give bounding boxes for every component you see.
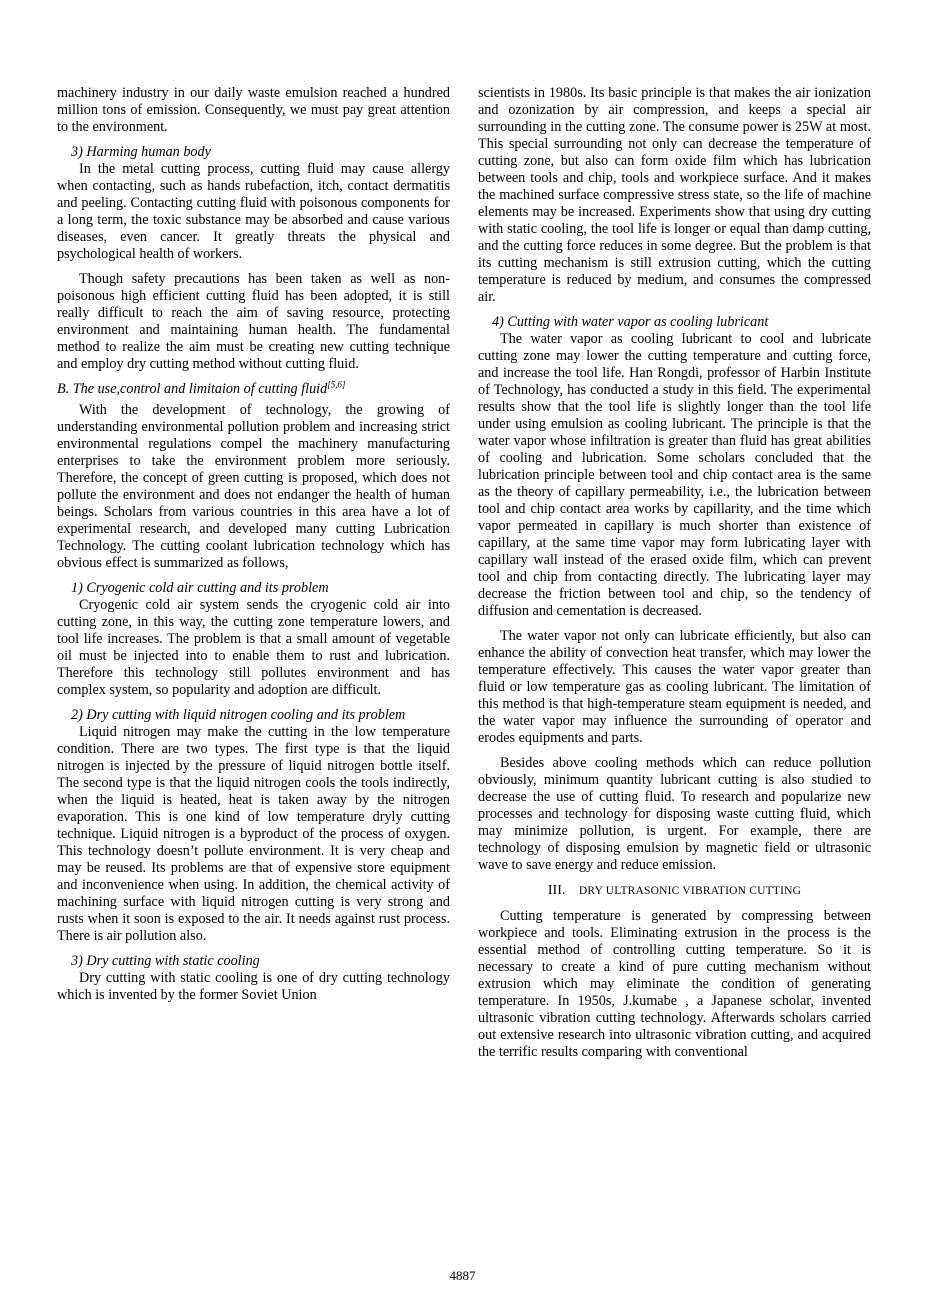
paragraph-safety-precautions: Though safety precautions has been taken as well as non-poisonous high efficient cutting fluid has been adopted, it is still really difficult to reach the aim of saving resource, protecting environment and maintaining human health. The fundamental method to realize the aim must be creating new cutting technique and employ dry cutting method without cutting fluid. — [57, 271, 450, 372]
heading-section-b — [57, 381, 450, 398]
heading-water-vapor: 4) Cutting with water vapor as cooling lubricant — [492, 314, 769, 330]
paragraph-ultrasonic-vibration: Cutting temperature is generated by compressing between workpiece and tools. Eliminating extrusion in the process is the essential method of controlling cutting temperature. So it is necessary to create a kind of pure cutting mechanism without extrusion which may eliminate the condition of generating temperature. In 1950s, J.kumabe , a Japanese scholar, invented ultrasonic vibration cutting technology. Afterwards scholars carried out extensive research into ultrasonic vibration cutting, and acquired the terrific results comparing with conventional — [478, 908, 871, 1060]
section-number: III. — [547, 883, 566, 898]
paragraph-water-vapor-heat-transfer: The water vapor not only can lubricate efficiently, but also can enhance the ability of convection heat transfer, which may lower the temperature effectively. This causes the water vapor greater than fluid or low temperature gas as cooling lubricant. The limitation of this method is that high-temperature steam equipment is needed, and the water vapor may influence the surrounding of operator and erodes equipments and parts. — [478, 628, 871, 746]
paragraph-static-cooling: Dry cutting with static cooling is one of dry cutting technology which is invented by the former Soviet Union — [57, 970, 450, 1003]
heading-static-cooling: 3) Dry cutting with static cooling — [71, 953, 260, 969]
paragraph-water-vapor: The water vapor as cooling lubricant to cool and lubricate cutting zone may lower the cutting temperature and cutting force, and increase the tool life. Han Rongdi, professor of Harbin Institute of Technology, has conducted a study in this field. The experimental results show that the tool life is slightly longer than the tool life under using emulsion as cooling lubricant. The principle is that the water vapor whose infiltration is greater than fluid has great abilities of cooling and lubrication. Some scholars concluded that the lubrication principle between tool and chip contact area is the same as the theory of capillary permeability, i.e., the lubrication between tool and chip contact area works by capillarity, and the time which vapor permeated in capillary is much shorter than existence of capillary, at the same time vapor may form lubricating layer with capillary wall instead of the erased oxide film, which can prevent tool and chip from contacting directly. The lubricating layer may decrease the friction between tool and chip, so the tendency of diffusion and cementation is decreased. — [478, 331, 871, 619]
paragraph-green-cutting: With the development of technology, the growing of understanding environmental pollution problem and increasing strict environmental regulations compel the machinery manufacturing enterprises to take the environment problem more seriously. Therefore, the concept of green cutting is proposed, which does not pollute the environment and does not endanger the health of human beings. Scholars from various countries in this area have a lot of experimental research, and developed many cutting Lubrication Technology. The cutting coolant lubrication technology which has obvious effect is summarized as follows, — [57, 402, 450, 571]
section-title-dry-ultrasonic — [478, 882, 871, 900]
paragraph-liquid-nitrogen: Liquid nitrogen may make the cutting in the low temperature condition. There are two types. The first type is that the liquid nitrogen is injected by the pressure of liquid nitrogen bottle itself. The second type is that the liquid nitrogen cools the tools indirectly, when the liquid is heated, heat is taken away by the nitrogen evaporation. This is one kind of low temperature dryly cutting technique. Liquid nitrogen is a byproduct of the process of oxygen. This technology doesn’t pollute environment. It is very cheap and may be reused. Its problems are that of expensive store equipment and inconvenience when using. In addition, the chemical activity of machining surface with liquid nitrogen cutting is very strong and rusts when it soon is exposed to the air. It needs against rust process. There is air pollution also. — [57, 724, 450, 944]
paragraph-cryogenic-cold-air: Cryogenic cold air system sends the cryogenic cold air into cutting zone, in this way, the cutting zone temperature lowers, and tool life increases. The problem is that a small amount of vegetable oil must be injected into to enable them to rust and lubrication. Therefore this technology still pollutes environment and has complex system, so popularity and adoption are difficult. — [57, 597, 450, 698]
paragraph-minimum-quantity-lubricant: Besides above cooling methods which can reduce pollution obviously, minimum quantity lubricant cutting is also studied to decrease the use of cutting fluid. To research and popularize new processes and technology for disposing waste cutting fluid, which may minimize pollution, is urgent. For example, there are technology of disposing emulsion by magnetic field or ultrasonic wave to save energy and reduce emission. — [478, 755, 871, 873]
heading-liquid-nitrogen: 2) Dry cutting with liquid nitrogen cooling and its problem — [71, 707, 406, 723]
heading-section-b-text: B. The use,control and limitaion of cutting fluid — [57, 381, 328, 397]
left-column — [57, 85, 450, 1012]
heading-section-b-reference: [5,6] — [327, 379, 346, 390]
section-title-text: DRY ULTRASONIC VIBRATION CUTTING — [578, 885, 802, 897]
paragraph-waste-emulsion: machinery industry in our daily waste emulsion reached a hundred million tons of emission. Consequently, we must pay great attention to the environment. — [57, 85, 450, 135]
heading-cryogenic-cold-air: 1) Cryogenic cold air cutting and its problem — [71, 580, 329, 596]
right-column — [478, 85, 871, 1069]
paragraph-harming-human-body: In the metal cutting process, cutting fluid may cause allergy when contacting, such as hands rubefaction, itch, contact dermatitis and peeling. Contacting cutting fluid with poisonous components for a long term, the toxic substance may be absorbed and cause various diseases, even cancer. It greatly threats the physical and psychological health of workers. — [57, 161, 450, 262]
heading-harming-human-body: 3) Harming human body — [71, 144, 211, 160]
paragraph-static-cooling-continued: scientists in 1980s. Its basic principle is that makes the air ionization and ozonization by air compression, and keeps a special air surrounding in the cutting zone. The consume power is 25W at most. This special surrounding not only can decrease the temperature of cutting zone, but also can form oxide film which has lubrication between tools and chip, tools and workpiece surface. And it makes the machined surface compressive stress state, so the life of machine elements may be increased. Experiments show that using dry cutting with static cooling, the tool life is longer or equal than damp cutting, and the cutting force reduces in some degree. But the problem is that its cutting mechanism is still extrusion cutting, which the cutting temperature is reduced by medium, and consumes the compressed air. — [478, 85, 871, 305]
page-number: 4887 — [449, 1268, 476, 1283]
